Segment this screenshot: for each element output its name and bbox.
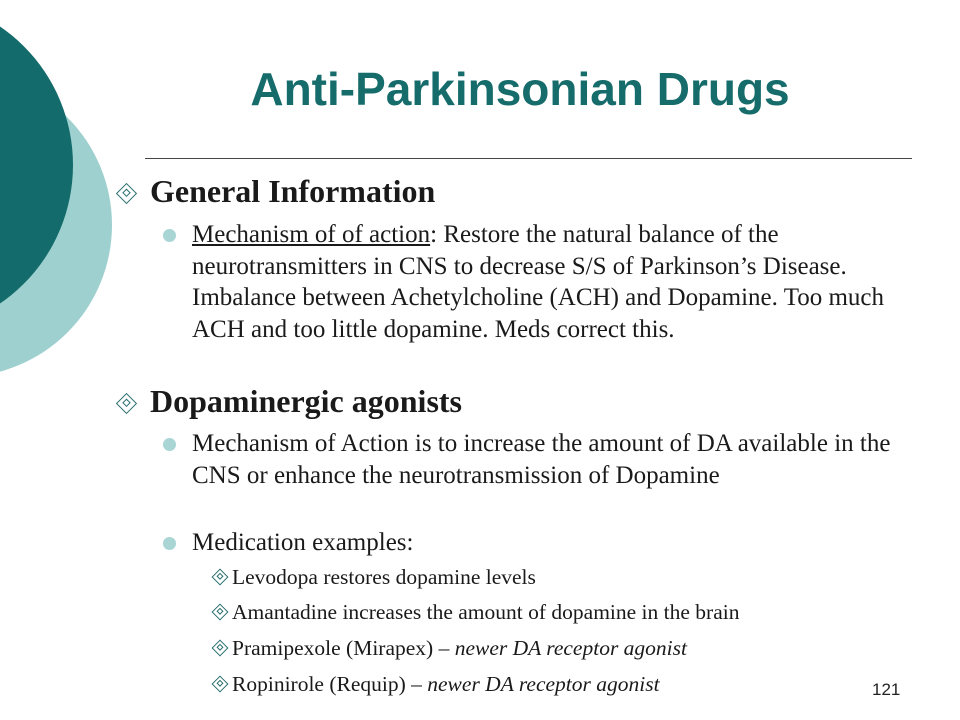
bullet-mechanism-general: [192, 219, 927, 345]
sub-item-italic-note: newer DA receptor agonist: [454, 636, 687, 660]
bullet-text: Restore the natural balance of the neurotransmitters in CNS to decrease S/S of Parkinson’s Disease. Imbalance between Achetylcholine (ACH) and Dopamine. Too much ACH and too little dopamine. Meds correct this.: [192, 221, 885, 343]
bullet-mechanism-dopaminergic: Mechanism of Action is to increase the amount of DA available in the CNS or enhance the neurotransmission of Dopamine: [192, 430, 891, 489]
dot-bullet-icon: [163, 438, 176, 451]
sub-item-pramipexole: [232, 635, 687, 661]
bullet-medication-examples: Medication examples:: [192, 529, 414, 556]
section-heading-general-information: General Information: [150, 173, 436, 209]
sub-item-text: Pramipexole (Mirapex) –: [232, 636, 455, 660]
dot-bullet-icon: [163, 537, 176, 550]
sub-item-text: Ropinirole (Requip) –: [232, 672, 428, 696]
sub-item-levodopa: Levodopa restores dopamine levels: [232, 565, 536, 589]
section-heading-dopaminergic-agonists: Dopaminergic agonists: [150, 383, 462, 419]
page-number: 121: [872, 680, 901, 699]
sub-item-italic-note: newer DA receptor agonist: [427, 672, 660, 696]
title-divider: [145, 158, 912, 159]
diamond-bullet-icon: [212, 604, 229, 621]
bullet-separator: :: [430, 221, 438, 248]
sub-item-ropinirole: [232, 671, 660, 697]
slide-title: Anti-Parkinsonian Drugs: [250, 63, 790, 115]
diamond-bullet-icon: [212, 676, 229, 693]
diamond-bullet-icon: [212, 640, 229, 657]
bullet-label: Mechanism of of action: [192, 221, 431, 248]
dot-bullet-icon: [163, 229, 176, 242]
sub-item-amantadine: Amantadine increases the amount of dopamine in the brain: [232, 600, 740, 624]
diamond-bullet-icon: [212, 569, 229, 586]
